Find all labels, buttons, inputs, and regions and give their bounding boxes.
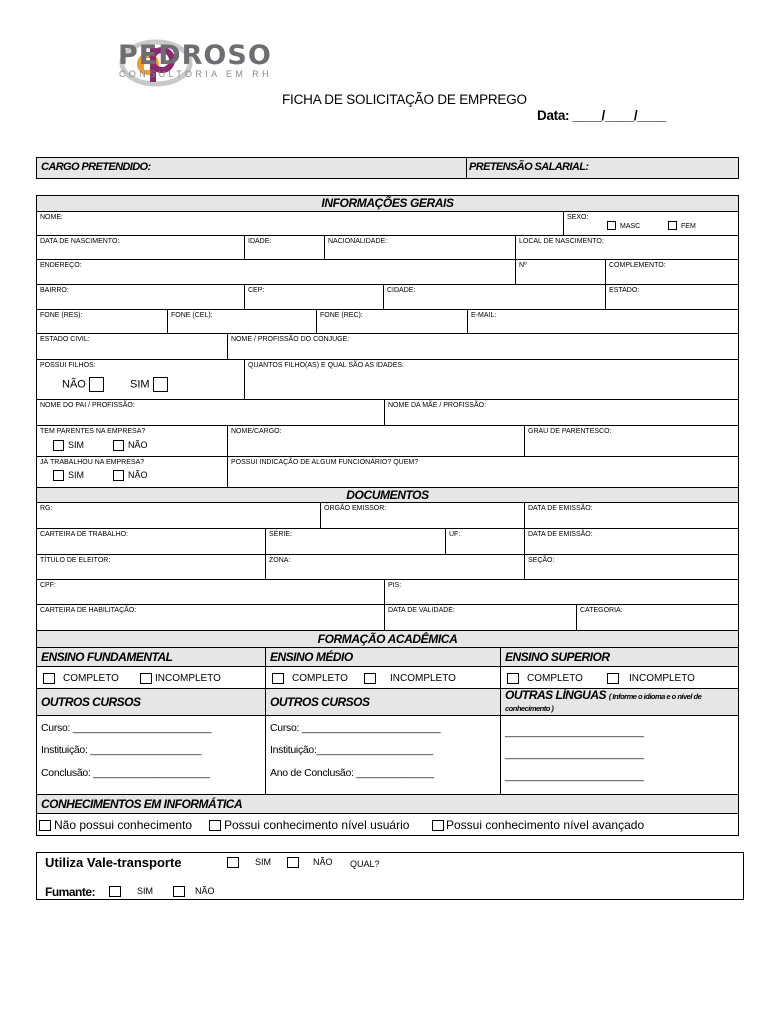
possui-filhos-label: POSSUI FILHOS: [40, 362, 96, 369]
fumante-nao-checkbox[interactable] [173, 886, 185, 897]
outros-cursos-header-2: OUTROS CURSOS [266, 689, 501, 716]
masc-label: MASC [620, 223, 641, 230]
medio-completo-label: COMPLETO [292, 673, 348, 685]
fumante-sim-option[interactable] [109, 886, 153, 897]
vale-qual-label[interactable]: QUAL? [350, 859, 380, 869]
rg-field[interactable]: RG: [37, 503, 321, 529]
documentos-header: DOCUMENTOS [37, 488, 738, 503]
cargo-pretendido-field[interactable]: CARGO PRETENDIDO: [37, 158, 467, 178]
nome-cargo-field[interactable]: NOME/CARGO: [228, 426, 525, 457]
titulo-eleitor-field[interactable]: TÍTULO DE ELEITOR: [37, 555, 266, 580]
medio-completo-checkbox[interactable] [272, 673, 284, 684]
trabalhou-nao-checkbox[interactable] [113, 470, 124, 481]
indicacao-field[interactable]: POSSUI INDICAÇÃO DE ALGUM FUNCIONÁRIO? QUEM? [231, 459, 419, 466]
info-gerais-header: INFORMAÇÕES GERAIS [37, 196, 738, 212]
pretensao-salarial-field[interactable]: PRETENSÃO SALARIAL: [469, 161, 589, 173]
fumante-sim-label: SIM [137, 886, 154, 896]
informatica-usuario-option[interactable] [209, 820, 409, 831]
cidade-field[interactable]: CIDADE: [384, 285, 606, 310]
fumante-label: Fumante: [45, 885, 95, 899]
instituicao-field-2[interactable]: Instituição:_____________________ [270, 744, 433, 756]
complemento-field[interactable]: COMPLEMENTO: [606, 260, 738, 285]
fumante-nao-option[interactable] [173, 886, 215, 897]
curso-field-2[interactable]: Curso: _________________________ [270, 722, 441, 734]
trabalhou-label: JÁ TRABALHOU NA EMPRESA? [40, 459, 145, 466]
informatica-avancado-checkbox[interactable] [432, 820, 444, 831]
filhos-sim-option[interactable] [130, 377, 168, 392]
brand-subtitle: CONSULTORIA EM RH [119, 69, 272, 79]
fund-completo-checkbox[interactable] [43, 673, 55, 684]
fone-res-field[interactable]: FONE (RES): [37, 310, 168, 334]
conclusao-field-1[interactable]: Conclusão: _____________________ [41, 767, 210, 779]
filhos-sim-label: SIM [130, 378, 150, 391]
categoria-field[interactable]: CATEGORIA: [580, 607, 623, 614]
sexo-field [564, 212, 738, 236]
local-nascimento-field[interactable]: LOCAL DE NASCIMENTO: [516, 236, 738, 260]
filhos-nao-checkbox[interactable] [89, 377, 104, 392]
parentes-sim-option[interactable] [53, 440, 84, 451]
filhos-nao-option[interactable] [62, 377, 104, 392]
sup-incompleto-option[interactable] [607, 673, 695, 684]
estado-field[interactable]: ESTADO: [606, 285, 738, 310]
endereco-field[interactable]: ENDEREÇO: [37, 260, 516, 285]
vale-sim-option[interactable] [227, 857, 271, 868]
pai-field[interactable]: NOME DO PAI / PROFISSÃO: [37, 400, 385, 426]
vale-sim-checkbox[interactable] [227, 857, 239, 868]
masc-option[interactable] [607, 220, 640, 232]
informatica-usuario-label: Possui conhecimento nível usuário [224, 818, 410, 832]
cargo-row [36, 157, 739, 179]
trabalhou-sim-option[interactable] [53, 470, 84, 481]
info-gerais-section [36, 195, 739, 488]
brand-name: PEDROSO [118, 40, 272, 71]
sexo-label: SEXO: [567, 214, 589, 221]
parentes-sim-checkbox[interactable] [53, 440, 64, 451]
outros-cursos-col-2 [500, 716, 501, 794]
informatica-avancado-option[interactable] [432, 820, 644, 831]
medio-incompleto-checkbox[interactable] [364, 673, 376, 684]
lingua-line-1[interactable]: _________________________ [505, 726, 644, 738]
vale-nao-label: NÃO [313, 857, 333, 867]
curso-field-1[interactable]: Curso: _________________________ [41, 722, 212, 734]
uf-field[interactable]: UF: [446, 529, 525, 555]
sup-completo-option[interactable] [507, 673, 583, 684]
sup-incompleto-label: INCOMPLETO [629, 673, 695, 685]
trabalhou-sim-checkbox[interactable] [53, 470, 64, 481]
quantos-filhos-field[interactable]: QUANTOS FILHO(AS) E QUAL SÃO AS IDADES: [245, 360, 738, 400]
numero-field[interactable]: Nº [516, 260, 606, 285]
informatica-avancado-label: Possui conhecimento nível avançado [446, 818, 645, 832]
ctps-data-emissao-field[interactable]: DATA DE EMISSÃO: [525, 529, 738, 555]
fund-completo-option[interactable] [43, 673, 119, 684]
rg-data-emissao-field[interactable]: DATA DE EMISSÃO: [525, 503, 738, 529]
cpf-field[interactable]: CPF: [37, 580, 385, 605]
outras-linguas-header [501, 689, 738, 716]
estado-civil-field[interactable]: ESTADO CIVIL: [37, 334, 228, 360]
pis-field[interactable]: PIS: [385, 580, 738, 605]
parentes-nao-label: NÃO [128, 440, 148, 450]
lingua-line-2[interactable]: _________________________ [505, 748, 644, 760]
habilitacao-field[interactable]: CARTEIRA DE HABILITAÇÃO: [37, 605, 385, 630]
data-nascimento-field[interactable]: DATA DE NASCIMENTO: [37, 236, 245, 260]
vale-label: Utiliza Vale-transporte [45, 855, 182, 870]
parentes-sim-label: SIM [68, 440, 85, 450]
outras-linguas-label: OUTRAS LÍNGUAS [505, 688, 606, 702]
fone-rec-field[interactable]: FONE (REC): [317, 310, 468, 334]
zona-field[interactable]: ZONA: [266, 555, 525, 580]
vale-sim-label: SIM [255, 857, 272, 867]
sup-completo-label: COMPLETO [527, 673, 583, 685]
masc-checkbox[interactable] [607, 221, 616, 230]
medio-incompleto-label: INCOMPLETO [390, 673, 456, 685]
superior-header: ENSINO SUPERIOR [501, 648, 738, 667]
fundamental-header: ENSINO FUNDAMENTAL [37, 648, 266, 667]
parentes-label: TEM PARENTES NA EMPRESA? [40, 428, 146, 435]
serie-field[interactable]: SÉRIE: [266, 529, 446, 555]
parentes-nao-option[interactable] [113, 440, 148, 451]
mae-field[interactable]: NOME DA MÃE / PROFISSÃO: [385, 400, 738, 426]
trabalhou-nao-label: NÃO [128, 470, 148, 480]
fone-cel-field[interactable]: FONE (CEL): [168, 310, 317, 334]
informatica-section [36, 794, 739, 836]
fem-label: FEM [681, 223, 696, 230]
filhos-nao-label: NÃO [62, 378, 86, 391]
nome-field[interactable]: NOME: [37, 212, 564, 236]
trabalhou-nao-option[interactable] [113, 470, 148, 481]
date-field[interactable]: Data: ____/____/____ [537, 108, 667, 123]
fund-incompleto-label: INCOMPLETO [155, 673, 221, 685]
informatica-usuario-checkbox[interactable] [209, 820, 221, 831]
form-title: FICHA DE SOLICITAÇÃO DE EMPREGO [282, 92, 527, 107]
formacao-header: FORMAÇÃO ACADÊMICA [37, 631, 738, 648]
informatica-nao-label: Não possui conhecimento [54, 818, 193, 832]
medio-header: ENSINO MÉDIO [266, 648, 501, 667]
fund-incompleto-checkbox[interactable] [140, 673, 152, 684]
instituicao-field-1[interactable]: Instituição: ____________________ [41, 744, 202, 756]
carteira-trabalho-field[interactable]: CARTEIRA DE TRABALHO: [37, 529, 266, 555]
fumante-nao-label: NÃO [195, 886, 215, 896]
informatica-nao-checkbox[interactable] [39, 820, 51, 831]
fem-option[interactable] [668, 220, 696, 232]
grau-parentesco-field[interactable]: GRAU DE PARENTESCO: [525, 426, 738, 457]
outros-cursos-header-1: OUTROS CURSOS [37, 689, 266, 716]
secao-field[interactable]: SEÇÃO: [525, 555, 738, 580]
orgao-emissor-field[interactable]: ÓRGÃO EMISSOR: [321, 503, 525, 529]
fund-incompleto-option[interactable] [140, 673, 221, 684]
nacionalidade-field[interactable]: NACIONALIDADE: [325, 236, 516, 260]
validade-field[interactable]: DATA DE VALIDADE: [385, 605, 577, 630]
conjuge-field[interactable]: NOME / PROFISSÃO DO CONJUGE: [228, 334, 738, 360]
fumante-sim-checkbox[interactable] [109, 886, 121, 897]
vale-section [36, 852, 744, 900]
sup-completo-checkbox[interactable] [507, 673, 519, 684]
informatica-header: CONHECIMENTOS EM INFORMÁTICA [37, 795, 738, 814]
documentos-section [36, 487, 739, 631]
informatica-nao-option[interactable] [39, 820, 192, 831]
bairro-field[interactable]: BAIRRO: [37, 285, 245, 310]
vale-nao-option[interactable] [287, 857, 333, 868]
outros-cursos-col-1 [265, 716, 266, 794]
medio-completo-option[interactable] [272, 673, 348, 684]
ano-conclusao-field[interactable]: Ano de Conclusão: ______________ [270, 767, 434, 779]
fund-completo-label: COMPLETO [63, 673, 119, 685]
idade-field[interactable]: IDADE: [245, 236, 325, 260]
fem-checkbox[interactable] [668, 221, 677, 230]
medio-incompleto-option[interactable] [364, 673, 456, 684]
formacao-section [36, 630, 739, 795]
cep-field[interactable]: CEP: [245, 285, 384, 310]
trabalhou-sim-label: SIM [68, 470, 85, 480]
email-field[interactable]: E-MAIL: [468, 310, 738, 334]
lingua-line-3[interactable]: _________________________ [505, 770, 644, 782]
filhos-sim-checkbox[interactable] [153, 377, 168, 392]
vale-nao-checkbox[interactable] [287, 857, 299, 868]
parentes-nao-checkbox[interactable] [113, 440, 124, 451]
sup-incompleto-checkbox[interactable] [607, 673, 619, 684]
outras-linguas-note: ( Informe o idioma e o nível de conhecimento ) [505, 692, 702, 713]
